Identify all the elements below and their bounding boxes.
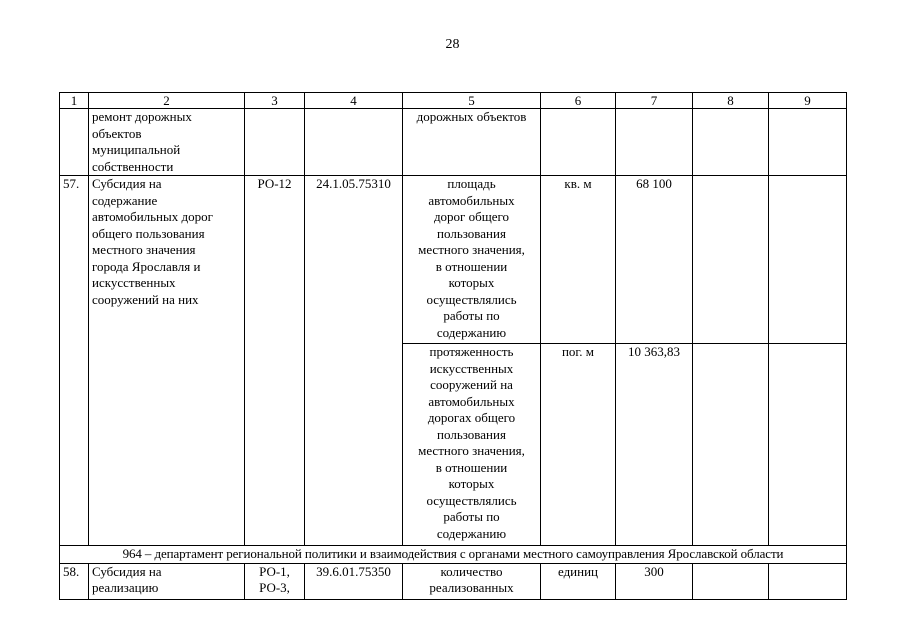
name-line: общего пользования	[92, 225, 205, 241]
indicator-line: автомобильных	[428, 192, 515, 208]
table-row-58	[60, 563, 847, 599]
kbk-cell: 39.6.01.75350	[305, 563, 403, 599]
header-cell: 4	[305, 93, 403, 109]
empty-cell	[769, 109, 847, 176]
indicator-cell	[403, 563, 541, 599]
table-row-continuation	[60, 109, 847, 176]
indicator-line: в отношении	[435, 459, 508, 475]
header-cell: 2	[89, 93, 245, 109]
indicator-line: которых	[448, 476, 495, 491]
empty-cell	[769, 344, 847, 546]
indicator-line: которых	[448, 275, 495, 290]
name-line: города Ярославля и	[92, 258, 201, 274]
kbk-cell: 24.1.05.75310	[305, 176, 403, 546]
indicator-line: местного значения,	[418, 242, 525, 257]
header-cell: 8	[693, 93, 769, 109]
empty-cell	[693, 563, 769, 599]
indicator-line: содержанию	[436, 525, 507, 541]
indicator-line: работы по	[443, 509, 500, 524]
name-line: Субсидия на	[92, 176, 162, 191]
data-table	[59, 92, 847, 600]
indicator-cell	[403, 344, 541, 546]
unit-cell	[541, 109, 616, 176]
unit-cell: единиц	[541, 563, 616, 599]
header-row	[60, 93, 847, 109]
department-title: 964 – департамент региональной политики и взаимодействия с органами местного самоуправления Ярославской области	[60, 546, 847, 564]
name-cell	[89, 176, 245, 546]
unit-cell: пог. м	[541, 344, 616, 546]
indicator-line: местного значения,	[418, 443, 525, 458]
header-cell: 7	[616, 93, 693, 109]
page-number: 28	[445, 37, 460, 52]
value-cell: 10 363,83	[616, 344, 693, 546]
name-line: Субсидия на	[92, 563, 162, 579]
indicator-line: площадь	[447, 176, 496, 191]
empty-cell	[693, 176, 769, 344]
header-cell: 3	[245, 93, 305, 109]
name-line: автомобильных дорог	[92, 209, 213, 224]
name-line: ремонт дорожных	[92, 109, 192, 124]
unit-cell: кв. м	[541, 176, 616, 344]
row-number-cell: 57.	[60, 176, 89, 546]
name-line: искусственных	[92, 275, 176, 290]
empty-cell	[769, 563, 847, 599]
name-line: муниципальной	[92, 142, 181, 157]
department-row	[60, 546, 847, 564]
header-cell: 6	[541, 93, 616, 109]
indicator-line: дорожных объектов	[416, 109, 527, 124]
indicator-line: осуществлялись	[426, 291, 517, 307]
value-cell	[616, 109, 693, 176]
row-number-cell: 58.	[60, 563, 89, 599]
empty-cell	[693, 109, 769, 176]
name-line: местного значения	[92, 242, 196, 257]
indicator-line: автомобильных	[428, 393, 515, 409]
table-row-57	[60, 176, 847, 344]
header-cell: 9	[769, 93, 847, 109]
indicator-line: пользования	[437, 225, 506, 241]
code-line: РО-1,	[259, 563, 290, 579]
indicator-line: работы по	[443, 308, 500, 323]
indicator-line: содержанию	[436, 324, 507, 340]
indicator-line: протяженность	[429, 344, 514, 359]
value-cell: 68 100	[616, 176, 693, 344]
name-line: собственности	[92, 158, 174, 174]
header-cell: 1	[60, 93, 89, 109]
indicator-line: сооружений на	[430, 377, 513, 392]
empty-cell	[693, 344, 769, 546]
indicator-line: искусственных	[429, 360, 514, 376]
code-cell	[245, 109, 305, 176]
indicator-line: осуществлялись	[426, 492, 517, 508]
value-cell: 300	[616, 563, 693, 599]
indicator-cell	[403, 109, 541, 176]
name-line: объектов	[92, 125, 142, 141]
indicator-line: в отношении	[435, 258, 508, 274]
name-line: сооружений на них	[92, 291, 199, 307]
empty-cell	[769, 176, 847, 344]
indicator-cell	[403, 176, 541, 344]
indicator-line: пользования	[437, 426, 506, 442]
kbk-cell	[305, 109, 403, 176]
name-line: содержание	[92, 192, 158, 208]
header-cell: 5	[403, 93, 541, 109]
indicator-line: количество	[440, 563, 503, 579]
code-cell: РО-12	[245, 176, 305, 546]
indicator-line: дорогах общего	[427, 410, 516, 425]
code-cell	[245, 563, 305, 599]
row-number-cell	[60, 109, 89, 176]
indicator-line: реализованных	[429, 580, 514, 595]
name-cell	[89, 563, 245, 599]
name-line: реализацию	[92, 580, 159, 595]
name-cell	[89, 109, 245, 176]
code-line: РО-3,	[259, 580, 290, 595]
indicator-line: дорог общего	[433, 209, 510, 224]
